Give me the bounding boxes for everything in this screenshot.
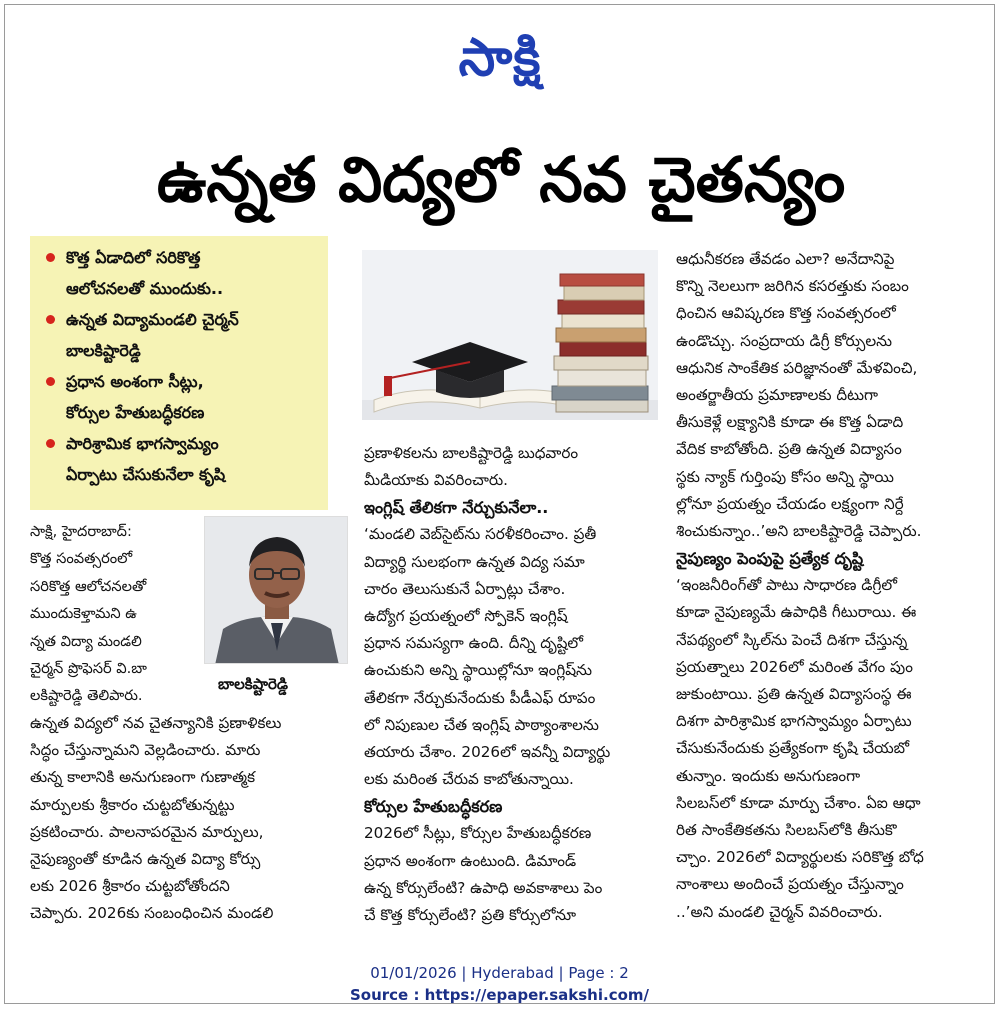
text-line: ధించిన ఆవిష్కరణ కొత్త సంవత్సరంలో [676, 304, 896, 323]
text-line: స్థకు న్యాక్ గుర్తింపు కోసం అన్ని స్థాయి [676, 467, 894, 486]
books-graduation-photo [362, 250, 658, 420]
text-line: చెప్పారు. 2026కు సంబంధించిన మండలి [30, 904, 274, 923]
page-footer [0, 962, 999, 1006]
text-line: ఉన్నత విద్యలో నవ చైతన్యానికి ప్రణాళికలు [30, 714, 282, 732]
text-line: చే కొత్త కోర్సులేంటి? ప్రతి కోర్సులోనూ [364, 906, 576, 925]
highlight-line: పారిశ్రామిక భాగస్వామ్యం [66, 434, 219, 453]
text-line: ఆధునీకరణ తేవడం ఎలా? అనేదానిపై [676, 250, 895, 268]
logo-text: సాక్షి [458, 28, 542, 88]
books-cap-illustration [362, 250, 658, 420]
section-heading-english: ఇంగ్లిష్ తేలికగా నేర్చుకునేలా.. [364, 498, 549, 518]
text-line: ఉంచుకుని అన్ని స్థాయిల్లోనూ ఇంగ్లిష్‌ను [364, 661, 592, 680]
text-line: తీసుకెళ్లే లక్ష్యానికి కూడా ఈ కొత్త ఏడాది [676, 413, 904, 432]
text-line: నాంశాలు అందించే ప్రయత్నం చేస్తున్నాం [676, 875, 904, 894]
column-2-text [364, 440, 660, 929]
text-line: ప్రధాన సమస్యగా ఉంది. దీన్ని దృష్టిలో [364, 634, 584, 653]
text-line: కొన్ని నెలలుగా జరిగిన కసరత్తుకు సంబం [676, 277, 909, 296]
text-line: ఉండొచ్చు. సంప్రదాయ డిగ్రీ కోర్సులను [676, 331, 893, 350]
highlight-line: ఏర్పాటు చేసుకునేలా కృషి [66, 465, 226, 484]
highlights-box [30, 236, 328, 510]
highlight-item [44, 366, 322, 428]
text-line: నేపథ్యంలో స్కిల్‌ను పెంచే దిశగా చేస్తున్న [676, 630, 908, 649]
column-2-intro [364, 440, 660, 494]
text-line: ఆధునిక సాంకేతిక పరిజ్ఞానంతో మేళవించి, [676, 358, 918, 377]
text-line: చేసుకునేందుకు ప్రత్యేకంగా కృషి చేయబో [676, 739, 910, 758]
column-1-top-text [30, 518, 200, 710]
text-line: ..’అని మండలి చైర్మన్ వివరించారు. [676, 902, 883, 921]
highlight-line: ఆలోచనలతో ముందుకు.. [66, 279, 224, 298]
portrait-illustration [205, 517, 348, 664]
text-line: అంతర్జాతీయ ప్రమాణాలకు దీటుగా [676, 386, 879, 405]
text-line: ముందుకెళ్తామని ఉ [30, 605, 137, 623]
text-line: రిత సాంకేతికతను సిలబస్‌లోకి తీసుకొ [676, 821, 897, 840]
text-line: దిశగా పారిశ్రామిక భాగస్వామ్యం ఏర్పాటు [676, 712, 912, 731]
text-line: చైర్మన్ ప్రొఫెసర్ వి.బా [30, 660, 147, 678]
text-line: చారం తెలుసుకునే ఏర్పాట్లు చేశాం. [364, 579, 566, 598]
text-line: ‘ఇంజనీరింగ్‌తో పాటు సాధారణ డిగ్రీలో [676, 576, 897, 595]
highlight-item [44, 242, 322, 304]
text-line: లో నిపుణుల చేత ఇంగ్లిష్ పాఠ్యాంశాలను [364, 715, 599, 734]
text-line: లకు 2026 శ్రీకారం చుట్టబోతోందని [30, 877, 230, 896]
text-line: 2026లో సీట్లు, కోర్సుల హేతుబద్ధీకరణ [364, 824, 592, 843]
text-line: లకు మరింత చేరువ కాబోతున్నాయి. [364, 770, 574, 789]
text-line: ఉన్న కోర్సులేంటి? ఉపాధి అవకాశాలు పెం [364, 878, 603, 897]
text-line: వేదిక కాబోతోంది. ప్రతి ఉన్నత విద్యాసం [676, 440, 902, 459]
text-line: కూడా నైపుణ్యమే ఉపాధికి గీటురాయి. ఈ [676, 603, 917, 622]
section-skills-text [676, 572, 970, 926]
text-line: తేలికగా నేర్చుకునేందుకు పీడీఎఫ్ రూపం [364, 688, 596, 707]
text-line: జుకుంటాయి. ప్రతి ఉన్నత విద్యాసంస్థ ఈ [676, 685, 912, 704]
text-line: తున్నాం. ఇందుకు అనుగుణంగా [676, 766, 861, 785]
text-line: సాక్షి, హైదరాబాద్: [30, 523, 132, 540]
text-line: మార్పులకు శ్రీకారం చుట్టబోతున్నట్టు [30, 795, 235, 814]
text-line: ఉద్యోగ ప్రయత్నంలో స్పోకెన్ ఇంగ్లిష్ [364, 607, 568, 626]
text-line: శించుకున్నాం..’అని బాలకిష్టారెడ్డి చెప్పారు. [676, 522, 922, 541]
highlight-line: కొత్త ఏడాదిలో సరికొత్త [66, 248, 201, 267]
highlight-item [44, 428, 322, 490]
footer-date-edition: 01/01/2026 | Hyderabad | Page : 2 [370, 964, 629, 982]
highlight-item [44, 304, 322, 366]
bullet-icon [46, 377, 55, 386]
column-3-continuation [676, 246, 970, 545]
text-line: తయారు చేశాం. 2026లో ఇవన్నీ విద్యార్థు [364, 743, 611, 762]
text-line: సిలబస్‌లో కూడా మార్పు చేశాం. ఏఐ ఆధా [676, 793, 921, 812]
text-line: ల్లోనూ ప్రయత్నం చేయడం లక్ష్యంగా నిర్దే [676, 494, 904, 513]
text-line: ‘మండలి వెబ్‌సైట్‌ను సరళీకరించాం. ప్రతీ [364, 525, 597, 544]
person-caption: బాలకిష్టారెడ్డి [218, 675, 289, 693]
text-line: విద్యార్థి సులభంగా ఉన్నత విద్య సమా [364, 552, 585, 571]
section-heading-skills: నైపుణ్యం పెంపుపై ప్రత్యేక దృష్టి [676, 549, 864, 569]
bullet-icon [46, 253, 55, 262]
text-line: ప్రకటించారు. పాలనాపరమైన మార్పులు, [30, 822, 264, 841]
text-line: న్నత విద్యా మండలి [30, 632, 142, 650]
text-line: మీడియాకు వివరించారు. [364, 471, 508, 490]
section-heading-courses: కోర్సుల హేతుబద్ధీకరణ [364, 797, 503, 817]
text-line: ప్రణాళికలను బాలకిష్టారెడ్డి బుధవారం [364, 444, 579, 462]
column-3-text [676, 246, 970, 926]
text-line: ప్రయత్నాలు 2026లో మరింత వేగం పుం [676, 657, 913, 676]
highlight-line: ఉన్నత విద్యామండలి చైర్మన్ [66, 310, 239, 329]
column-1-bottom-text [30, 710, 352, 928]
text-line: లకిష్టారెడ్డి తెలిపారు. [30, 687, 143, 705]
highlight-line: కోర్సుల హేతుబద్ధీకరణ [66, 403, 205, 422]
highlight-line: ప్రధాన అంశంగా సీట్లు, [66, 372, 204, 391]
text-line: కొత్త సంవత్సరంలో [30, 550, 133, 568]
bullet-icon [46, 315, 55, 324]
text-line: సిద్ధం చేస్తున్నామని వెల్లడించారు. మారు [30, 741, 261, 760]
bullet-icon [46, 439, 55, 448]
text-line: ప్రధాన అంశంగా ఉంటుంది. డిమాండ్ [364, 851, 577, 870]
highlight-line: బాలకిష్టారెడ్డి [66, 341, 141, 360]
text-line: తున్న కాలానికి అనుగుణంగా గుణాత్మక [30, 768, 256, 787]
person-photo [204, 516, 348, 664]
section-english-text [364, 521, 660, 793]
text-line: నైపుణ్యంతో కూడిన ఉన్నత విద్యా కోర్సు [30, 850, 261, 869]
newspaper-logo [405, 24, 595, 90]
section-courses-text [364, 820, 660, 929]
text-line: చ్చాం. 2026లో విద్యార్థులకు సరికొత్త బోధ [676, 848, 924, 867]
text-line: సరికొత్త ఆలోచనలతో [30, 577, 147, 595]
footer-source: Source : https://epaper.sakshi.com/ [349, 986, 649, 1004]
article-headline: ఉన్నత విద్యలో నవ చైతన్యం [156, 143, 846, 216]
